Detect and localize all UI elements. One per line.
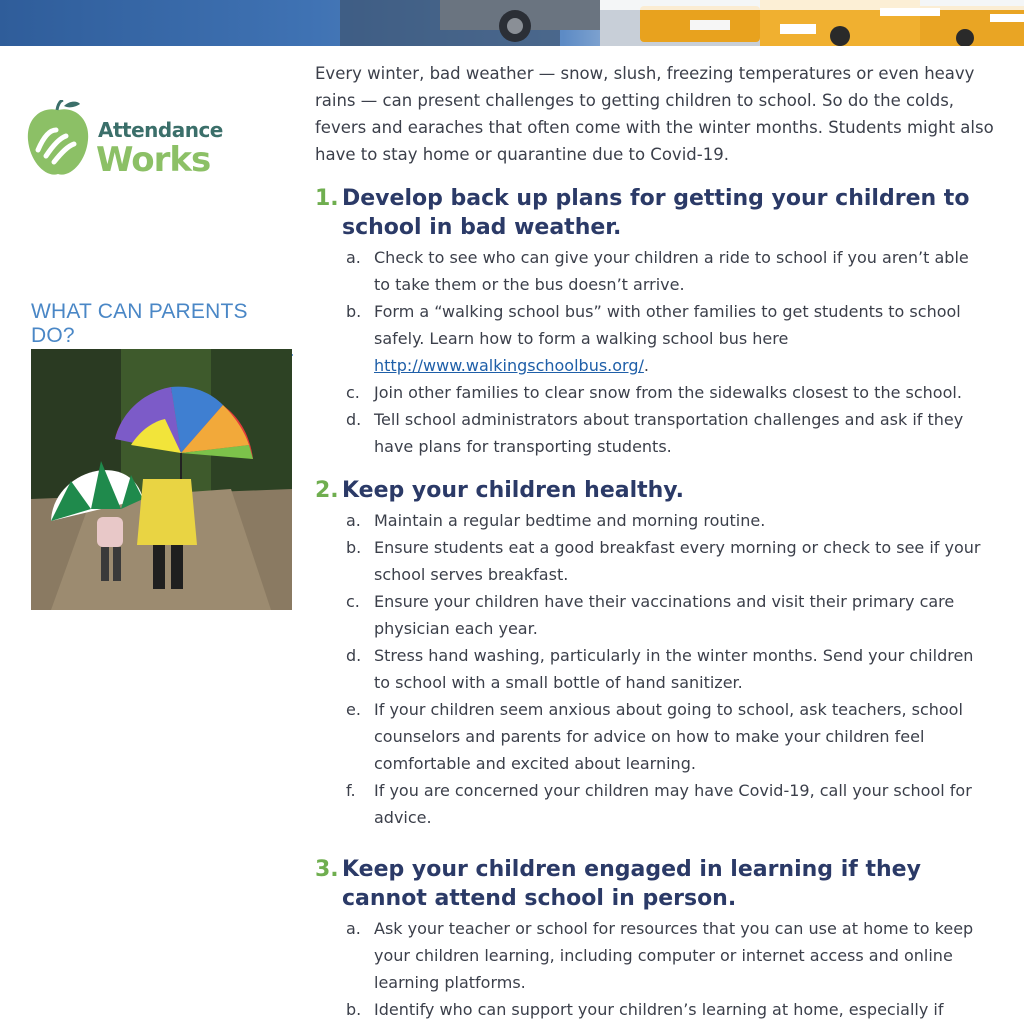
list-item — [315, 406, 1005, 460]
walking-school-bus-link[interactable]: http://www.walkingschoolbus.org/ — [374, 356, 644, 375]
item-text: Ensure your children have their vaccinations and visit their primary care physician each year. — [374, 592, 955, 638]
umbrella-photo — [31, 349, 292, 610]
logo-text-attendance: Attendance — [98, 118, 223, 142]
item-letter: a. — [346, 248, 361, 267]
item-text: Ask your teacher or school for resources that you can use at home to keep your children learning, including computer or internet access and online learning platforms. — [374, 919, 974, 992]
section-title: Keep your children healthy. — [342, 478, 684, 503]
section-item-list — [315, 244, 1005, 460]
list-item — [315, 298, 1005, 379]
item-letter: c. — [346, 592, 360, 611]
item-letter: b. — [346, 538, 362, 557]
list-item — [315, 244, 1005, 298]
list-item — [315, 588, 1005, 642]
header-banner — [0, 0, 1024, 46]
section-heading — [315, 184, 1005, 242]
section-item-list — [315, 507, 1005, 831]
list-item — [315, 696, 1005, 777]
list-item — [315, 915, 1005, 996]
list-item — [315, 379, 1005, 406]
list-item — [315, 642, 1005, 696]
section-number: 1. — [315, 186, 339, 211]
section-3 — [315, 855, 1005, 1023]
item-letter: f. — [346, 781, 356, 800]
list-item — [315, 507, 1005, 534]
intro-paragraph: Every winter, bad weather — snow, slush, freezing temperatures or even heavy rains — can present challenges to getting children to school. So do the colds, fevers and earaches that often come with the winter months. Students might also have to stay home or quarantine due to Covid-19. — [315, 64, 994, 164]
item-text: Identify who can support your children’s learning at home, especially if — [374, 1000, 944, 1019]
item-letter: a. — [346, 511, 361, 530]
item-letter: b. — [346, 1000, 362, 1019]
item-text: Ensure students eat a good breakfast every morning or check to see if your school serves breakfast. — [374, 538, 981, 584]
item-letter: a. — [346, 919, 361, 938]
item-letter: e. — [346, 700, 361, 719]
section-number: 3. — [315, 857, 339, 882]
section-title: Develop back up plans for getting your children to school in bad weather. — [342, 186, 970, 240]
section-1 — [315, 184, 1005, 460]
item-text: Check to see who can give your children a ride to school if you aren’t able to take them or the bus doesn’t arrive. — [374, 248, 969, 294]
item-text: Tell school administrators about transportation challenges and ask if they have plans for transporting students. — [374, 410, 964, 456]
item-text: Form a “walking school bus” with other families to get students to school safely. Learn how to form a walking school bus here http://www.walkingschoolbus.org/. — [374, 302, 961, 375]
item-letter: b. — [346, 302, 362, 321]
section-number: 2. — [315, 478, 339, 503]
section-heading — [315, 476, 1005, 505]
section-title: Keep your children engaged in learning if they cannot attend school in person. — [342, 857, 921, 911]
logo-text-works: Works — [96, 140, 211, 180]
item-text: Join other families to clear snow from the sidewalks closest to the school. — [374, 383, 962, 402]
section-item-list — [315, 915, 1005, 1023]
item-text: Maintain a regular bedtime and morning routine. — [374, 511, 766, 530]
sidebar-heading: WHAT CAN PARENTS DO? — [31, 300, 293, 356]
item-letter: d. — [346, 646, 362, 665]
section-heading — [315, 855, 1005, 913]
item-letter: d. — [346, 410, 362, 429]
section-2 — [315, 476, 1005, 831]
item-text: Stress hand washing, particularly in the winter months. Send your children to school with a small bottle of hand sanitizer. — [374, 646, 974, 692]
list-item — [315, 996, 1005, 1023]
school-bus-photo — [0, 0, 1024, 46]
main-content — [315, 60, 1005, 1023]
list-item — [315, 534, 1005, 588]
list-item — [315, 777, 1005, 831]
item-letter: c. — [346, 383, 360, 402]
item-text: If you are concerned your children may have Covid-19, call your school for advice. — [374, 781, 972, 827]
item-text: If your children seem anxious about going to school, ask teachers, school counselors and parents for advice on how to make your children feel comfortable and excited about learning. — [374, 700, 963, 773]
